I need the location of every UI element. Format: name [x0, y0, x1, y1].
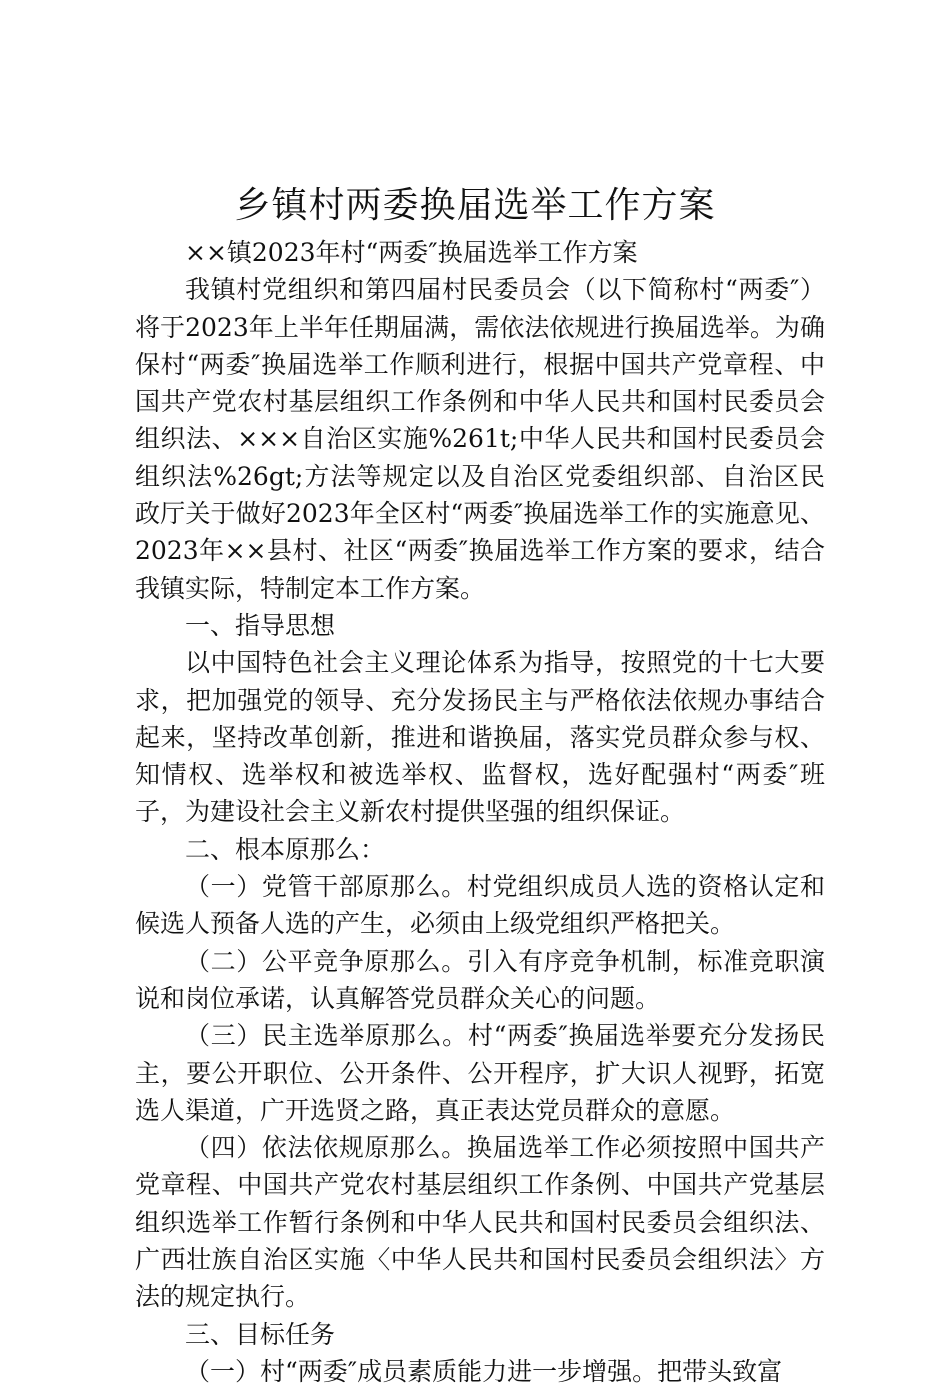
paragraph-guiding-ideology: 以中国特色社会主义理论体系为指导，按照党的十七大要求，把加强党的领导、充分发扬民主与严格依法依规办事结合起来，坚持改革创新，推进和谐换届，落实党员群众参与权、知情权、选举权和被选举权、监督权，选好配强村“两委″班子，为建设社会主义新农村提供坚强的组织保证。	[135, 648, 825, 827]
paragraph-principle-4: （四）依法依规原那么。换届选举工作必须按照中国共产党章程、中国共产党农村基层组织工作条例、中国共产党基层组织选举工作暂行条例和中华人民共和国村民委员会组织法、广西壮族自治区实施〈中华人民共和国村民委员会组织法〉方法的规定执行。	[135, 1133, 825, 1312]
section-heading-targets: 三、目标任务	[185, 1319, 336, 1349]
section-heading-guiding-ideology: 一、指导思想	[185, 610, 336, 640]
document-title: 乡镇村两委换届选举工作方案	[234, 185, 716, 226]
paragraph-principle-2: （二）公平竞争原那么。引入有序竞争机制，标准竞职演说和岗位承诺，认真解答党员群众关心的问题。	[135, 946, 825, 1013]
document-body	[135, 234, 825, 1390]
paragraph-intro: 我镇村党组织和第四届村民委员会（以下简称村“两委″）将于2023年上半年任期届满，需依法依规进行换届选举。为确保村“两委″换届选举工作顺利进行，根据中国共产党章程、中国共产党农村基层组织工作条例和中华人民共和国村民委员会组织法、×××自治区实施%261t;中华人民共和国村民委员会组织法%26gt;方法等规定以及自治区党委组织部、自治区民政厅关于做好2023年全区村“两委″换届选举工作的实施意见、2023年××县村、社区“两委″换届选举工作方案的要求，结合我镇实际，特制定本工作方案。	[135, 275, 825, 603]
paragraph-subtitle: ××镇2023年村“两委″换届选举工作方案	[185, 238, 638, 267]
paragraph-principle-3: （三）民主选举原那么。村“两委″换届选举要充分发扬民主，要公开职位、公开条件、公开程序，扩大识人视野，拓宽选人渠道，广开选贤之路，真正表达党员群众的意愿。	[135, 1021, 825, 1125]
paragraph-principle-1: （一）党管干部原那么。村党组织成员人选的资格认定和候选人预备人选的产生，必须由上级党组织严格把关。	[135, 872, 825, 939]
section-heading-basic-principles: 二、根本原那么：	[185, 834, 386, 864]
paragraph-target-1: （一）村“两委″成员素质能力进一步增强。把带头致富	[185, 1356, 783, 1386]
